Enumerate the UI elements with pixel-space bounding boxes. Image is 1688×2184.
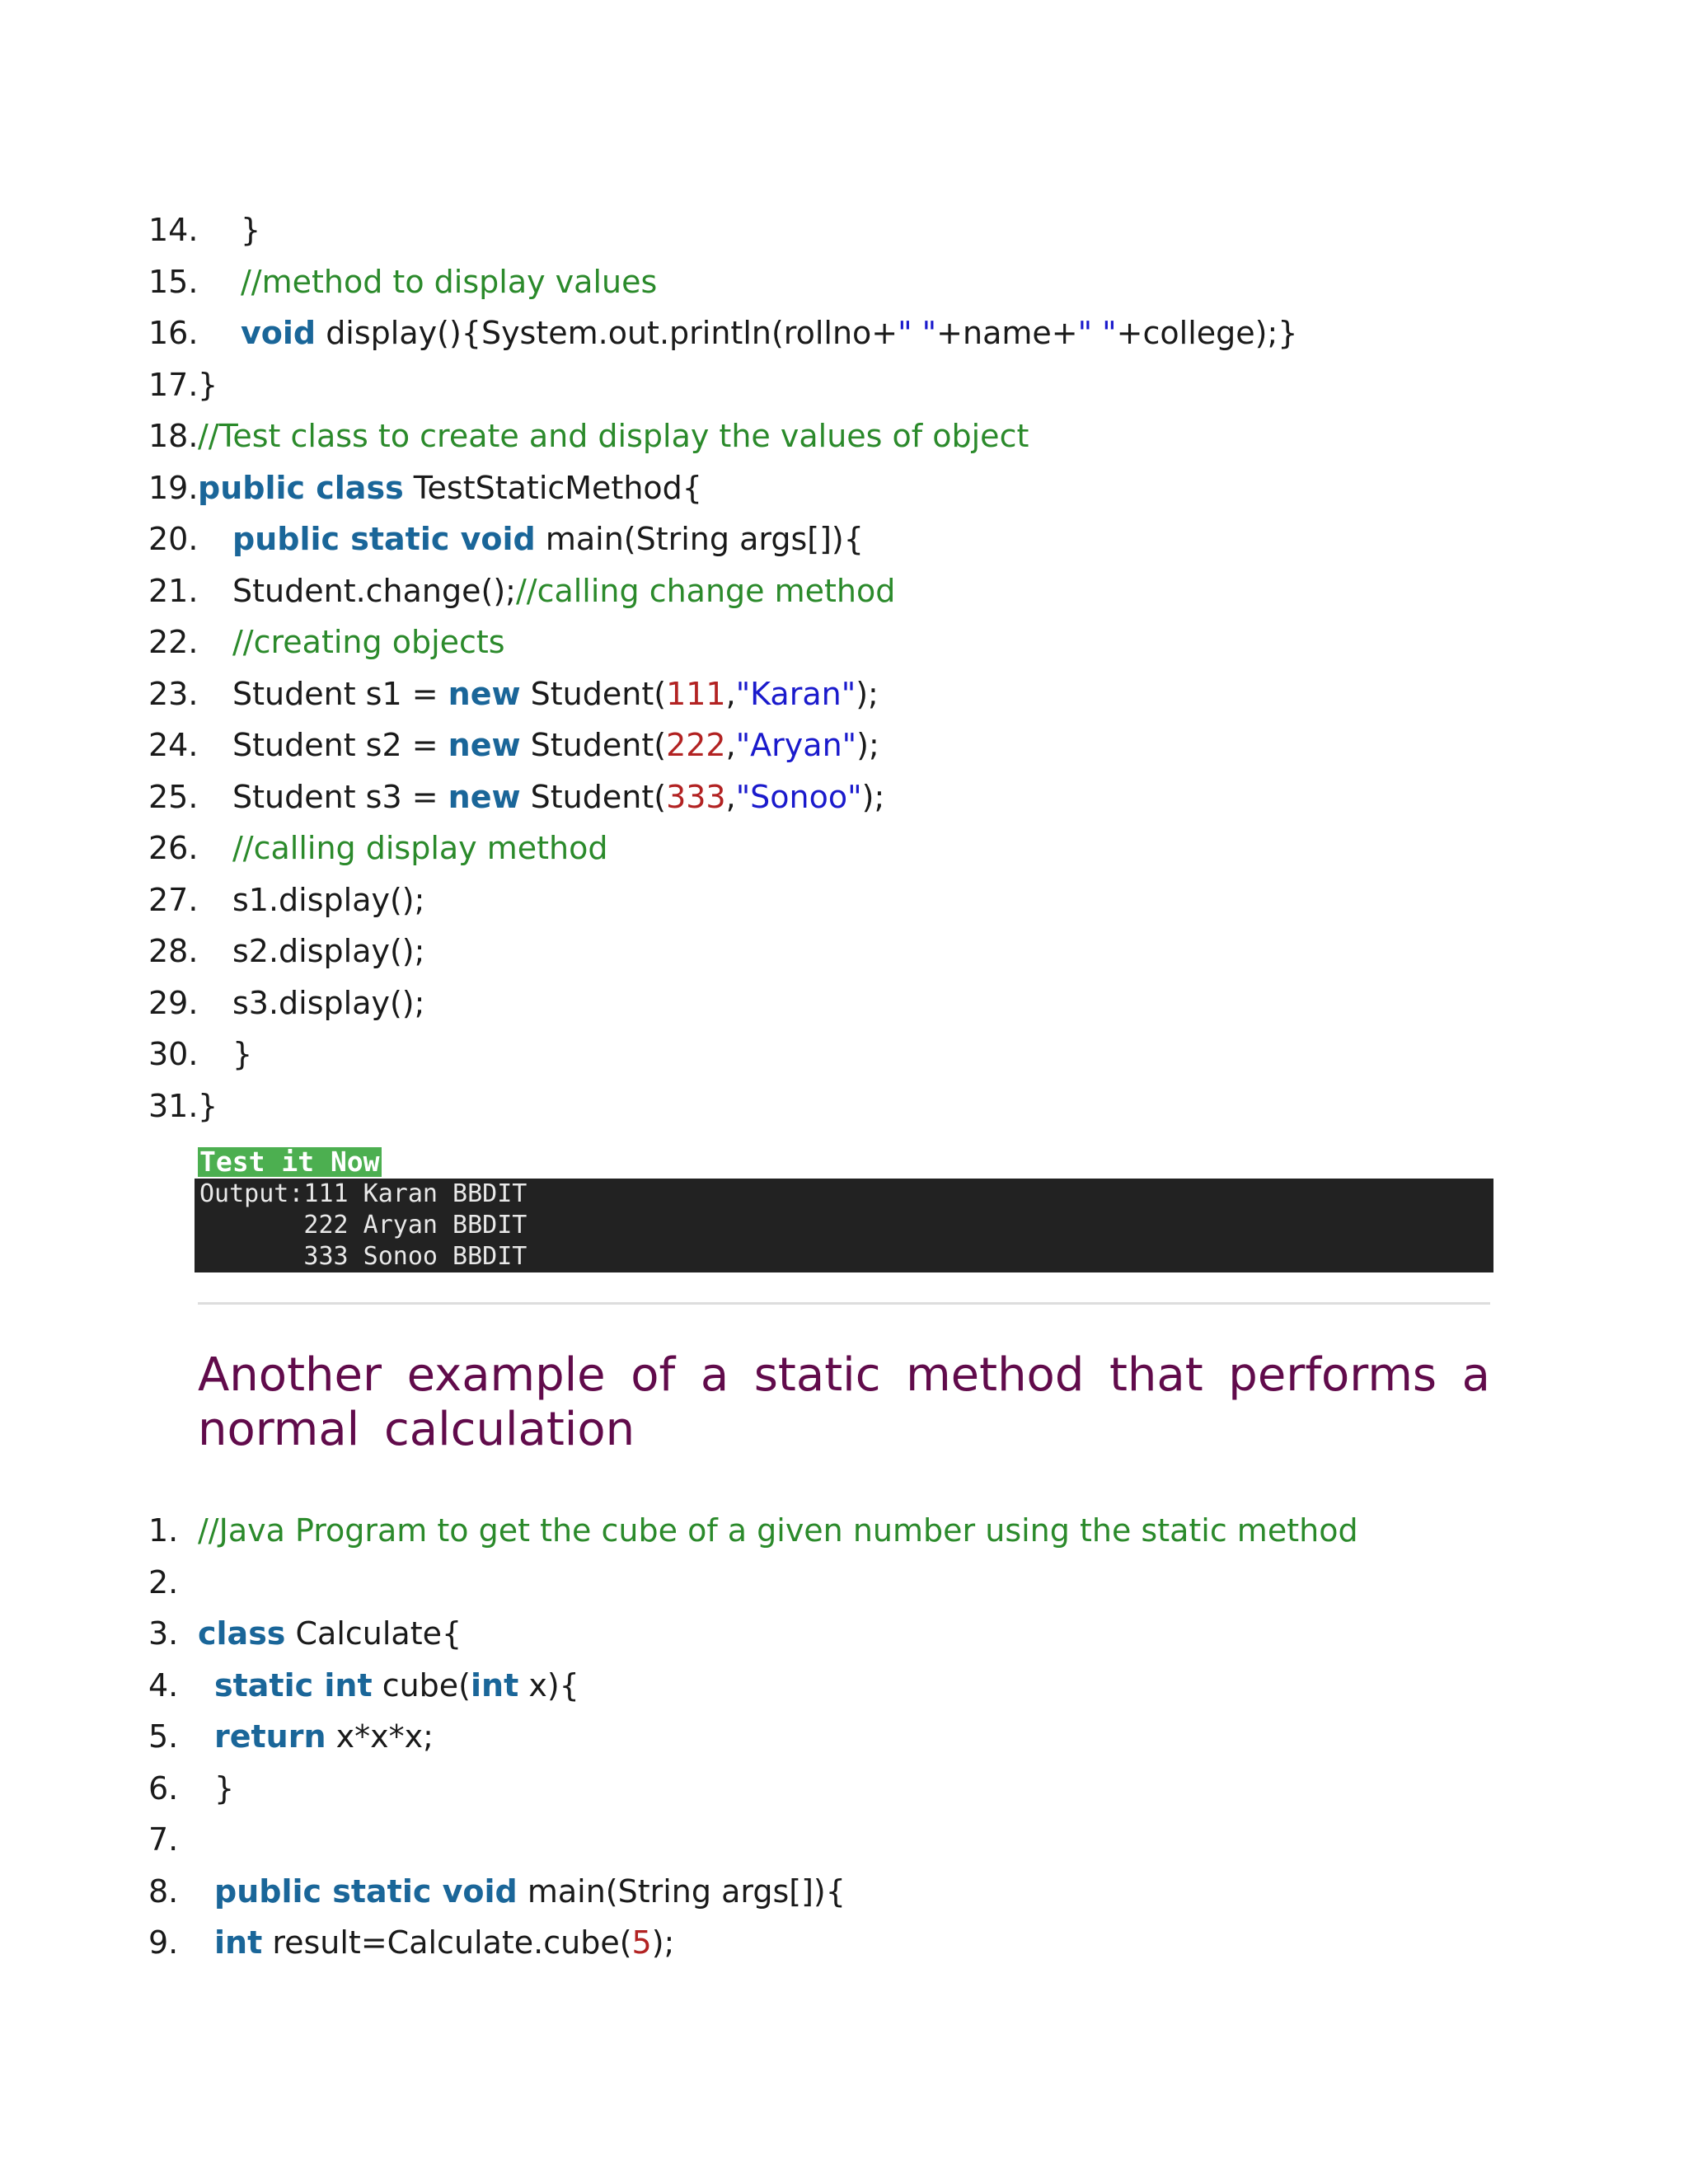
code-token: static int: [214, 1666, 373, 1704]
code-token: result=Calculate.cube(: [262, 1924, 632, 1961]
section-heading: Another example of a static method that performs a normal calculation: [198, 1348, 1490, 1456]
code-token: Calculate{: [285, 1615, 462, 1652]
code-token: Student s3 =: [232, 778, 448, 815]
test-it-now-button[interactable]: Test it Now: [199, 1146, 380, 1178]
code-line: [0, 307, 1688, 359]
code-line: [0, 616, 1688, 668]
code-token: //method to display values: [241, 263, 658, 300]
code-text: [241, 204, 260, 255]
code-text: [241, 307, 1297, 359]
code-text: [214, 1711, 434, 1762]
code-token: );: [861, 778, 885, 815]
code-text: [232, 719, 879, 771]
code-token: cube(: [372, 1666, 471, 1704]
code-token: new: [448, 675, 521, 712]
code-token: +college);}: [1116, 315, 1298, 351]
line-number: 6.: [148, 1769, 179, 1807]
code-line: [0, 462, 1688, 513]
code-token: return: [214, 1718, 326, 1755]
line-number: 3.: [148, 1615, 179, 1652]
code-line: [0, 874, 1688, 926]
code-token: Student(: [520, 675, 667, 712]
code-text: [198, 359, 218, 410]
code-line: [0, 977, 1688, 1029]
code-token: main(String args[]){: [517, 1872, 846, 1910]
code-text: [241, 256, 657, 307]
output-line: Output:111 Karan BBDIT: [199, 1179, 528, 1208]
code-token: );: [856, 727, 879, 763]
line-number: 4.: [148, 1666, 179, 1704]
line-number: 14.: [148, 212, 199, 248]
code-line: [0, 1866, 1688, 1917]
code-line: [0, 359, 1688, 410]
code-token: display(){System.out.println(rollno+: [316, 315, 898, 351]
code-token: public static void: [232, 521, 536, 557]
code-token: //calling display method: [232, 830, 608, 866]
line-number: 26.: [148, 830, 199, 866]
line-number: 7.: [148, 1821, 179, 1858]
code-line: [0, 256, 1688, 307]
code-token: x*x*x;: [326, 1718, 434, 1755]
code-text: [232, 513, 864, 565]
line-number: 27.: [148, 881, 199, 918]
code-text: [232, 874, 424, 926]
code-token: ,: [725, 675, 736, 712]
code-line: [0, 513, 1688, 565]
line-number: 9.: [148, 1924, 179, 1961]
code-text: [214, 1660, 579, 1711]
code-token: }: [214, 1769, 235, 1807]
code-token: //Test class to create and display the values of object: [198, 418, 1029, 454]
line-number: 25.: [148, 778, 199, 815]
line-number: 1.: [148, 1512, 179, 1549]
line-number: 5.: [148, 1718, 179, 1755]
line-number: 15.: [148, 263, 199, 300]
code-text: [232, 926, 424, 977]
code-line: [0, 410, 1688, 462]
code-line: [0, 771, 1688, 823]
code-token: );: [856, 675, 879, 712]
code-text: [198, 1080, 218, 1132]
code-text: [232, 668, 879, 719]
code-text: [198, 462, 702, 513]
code-token: "Aryan": [735, 727, 857, 763]
code-token: }: [241, 212, 261, 248]
code-token: "Sonoo": [735, 778, 862, 815]
code-text: [232, 823, 608, 874]
code-line: [0, 1557, 1688, 1608]
code-token: Student.change();: [232, 572, 516, 609]
code-token: public class: [198, 469, 404, 506]
code-line: [0, 1711, 1688, 1762]
code-token: ,: [725, 778, 736, 815]
line-number: 21.: [148, 572, 199, 609]
code-line: [0, 1080, 1688, 1132]
line-number: 17.: [148, 366, 199, 403]
code-line: [0, 1608, 1688, 1659]
line-number: 24.: [148, 727, 199, 763]
code-token: " ": [1077, 315, 1117, 351]
code-line: [0, 1763, 1688, 1814]
line-number: 16.: [148, 315, 199, 351]
line-number: 18.: [148, 418, 199, 454]
code-line: [0, 926, 1688, 977]
code-line: [0, 1029, 1688, 1080]
code-token: int: [471, 1666, 519, 1704]
code-token: }: [198, 1087, 218, 1124]
code-token: "Karan": [735, 675, 856, 712]
code-token: " ": [898, 315, 937, 351]
code-token: +name+: [936, 315, 1078, 351]
code-token: }: [198, 366, 218, 403]
line-number: 22.: [148, 624, 199, 660]
code-line: [0, 1505, 1688, 1556]
code-line: [0, 1660, 1688, 1711]
code-token: //calling change method: [515, 572, 896, 609]
code-text: [232, 565, 895, 616]
code-token: public static void: [214, 1872, 518, 1910]
line-number: 8.: [148, 1872, 179, 1910]
code-token: Student s1 =: [232, 675, 448, 712]
code-line: [0, 204, 1688, 255]
code-text: [198, 410, 1029, 462]
code-token: );: [651, 1924, 675, 1961]
code-token: new: [448, 778, 521, 815]
code-token: s3.display();: [232, 984, 425, 1021]
code-token: new: [448, 727, 521, 763]
code-text: [198, 1608, 462, 1659]
line-number: 20.: [148, 521, 199, 557]
code-token: Student(: [520, 727, 667, 763]
line-number: 2.: [148, 1563, 179, 1601]
code-token: x){: [518, 1666, 579, 1704]
code-text: [214, 1763, 234, 1814]
code-token: Student s2 =: [232, 727, 448, 763]
code-text: [214, 1917, 674, 1968]
code-token: 5: [631, 1924, 652, 1961]
code-token: 111: [666, 675, 726, 712]
code-token: ,: [725, 727, 736, 763]
line-number: 31.: [148, 1087, 199, 1124]
line-number: 23.: [148, 675, 199, 712]
line-number: 19.: [148, 469, 199, 506]
code-line: [0, 1814, 1688, 1865]
code-token: Student(: [520, 778, 667, 815]
section-divider: [198, 1302, 1490, 1305]
code-text: [232, 771, 884, 823]
code-token: class: [198, 1615, 286, 1652]
output-line: 222 Aryan BBDIT: [199, 1211, 528, 1240]
code-token: s1.display();: [232, 881, 425, 918]
code-token: int: [214, 1924, 263, 1961]
line-number: 29.: [148, 984, 199, 1021]
code-text: [232, 616, 505, 668]
code-token: //creating objects: [232, 624, 505, 660]
code-text: [214, 1866, 846, 1917]
program-output: [195, 1179, 1493, 1272]
code-text: [198, 1505, 1358, 1556]
code-text: [232, 977, 424, 1029]
output-line: 333 Sonoo BBDIT: [199, 1242, 528, 1271]
line-number: 30.: [148, 1036, 199, 1072]
code-line: [0, 565, 1688, 616]
code-line: [0, 1917, 1688, 1968]
code-token: TestStaticMethod{: [403, 469, 702, 506]
code-line: [0, 719, 1688, 771]
line-number: 28.: [148, 933, 199, 969]
code-text: [232, 1029, 252, 1080]
code-token: void: [241, 315, 316, 351]
code-line: [0, 668, 1688, 719]
code-token: 333: [666, 778, 726, 815]
code-token: 222: [666, 727, 726, 763]
code-token: s2.display();: [232, 933, 425, 969]
code-token: //Java Program to get the cube of a given number using the static method: [198, 1512, 1358, 1549]
code-token: main(String args[]){: [535, 521, 864, 557]
code-line: [0, 823, 1688, 874]
code-token: }: [232, 1036, 253, 1072]
